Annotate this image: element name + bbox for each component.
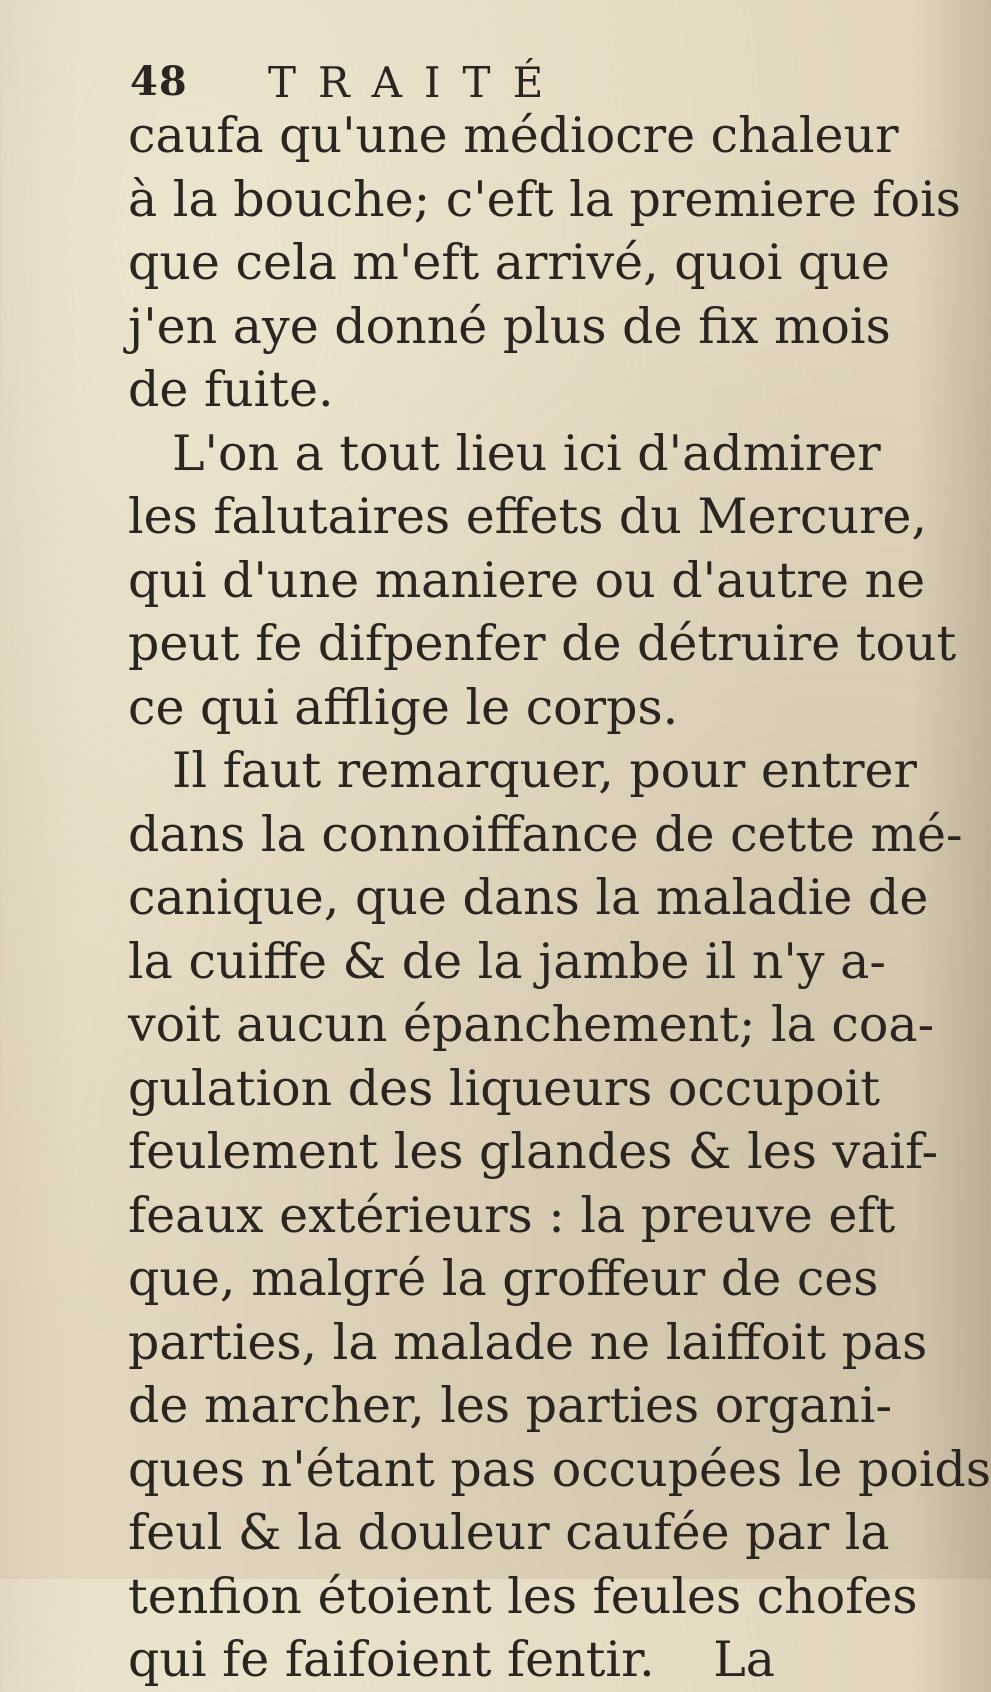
text-line: j'en aye donné plus de fix mois — [128, 297, 891, 355]
text-line: parties, la malade ne laiffoit pas — [128, 1313, 928, 1371]
text-line: voit aucun épanchement; la coa- — [128, 996, 935, 1053]
body-text — [128, 104, 991, 1692]
text-line: tenfion étoient les feules chofes — [128, 1567, 918, 1625]
text-line: feul & la douleur caufée par la — [128, 1504, 890, 1561]
text-line: gulation des liqueurs occupoit — [128, 1059, 881, 1117]
text-line: de marcher, les parties organi- — [128, 1377, 892, 1434]
running-title: TRAITÉ — [268, 58, 566, 107]
text-line: feulement les glandes & les vaif- — [128, 1123, 939, 1180]
text-line: ques n'étant pas occupées le poids — [128, 1440, 991, 1498]
text-line: dans la connoiffance de cette mé- — [128, 805, 963, 863]
text-line: caufa qu'une médiocre chaleur — [128, 107, 899, 164]
text-line: L'on a tout lieu ici d'admirer — [172, 424, 881, 482]
text-line: peut fe difpenfer de détruire tout — [128, 615, 957, 672]
page-number: 48 — [130, 58, 188, 105]
text-line: qui fe faifoient fentir. — [128, 1631, 655, 1688]
text-line: canique, que dans la maladie de — [128, 869, 929, 926]
page-header — [130, 58, 730, 108]
text-line: les falutaires effets du Mercure, — [128, 488, 928, 545]
text-line: feaux extérieurs : la preuve eft — [128, 1186, 896, 1244]
text-line: ce qui afflige le corps. — [128, 678, 679, 736]
text-line: la cuiffe & de la jambe il n'y a- — [128, 932, 886, 990]
catchword: La — [713, 1631, 775, 1688]
text-line: que cela m'eft arrivé, quoi que — [128, 234, 890, 291]
text-line: qui d'une maniere ou d'autre ne — [128, 551, 926, 609]
last-line — [128, 1628, 783, 1692]
text-line: Il faut remarquer, pour entrer — [172, 742, 917, 799]
text-line: de fuite. — [128, 361, 334, 418]
text-line: à la bouche; c'eft la premiere fois — [128, 170, 961, 228]
text-line: que, malgré la groffeur de ces — [128, 1250, 879, 1307]
